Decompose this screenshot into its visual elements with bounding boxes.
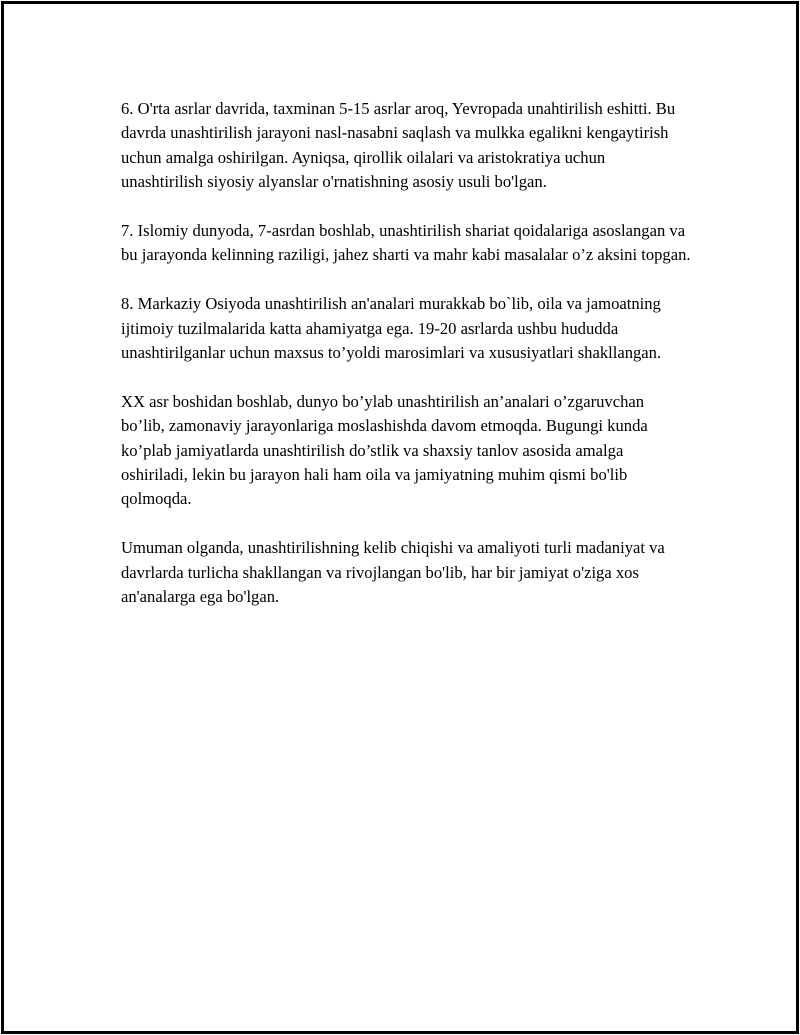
paragraph-islamic-world: 7. Islomiy dunyoda, 7-asrdan boshlab, unashtirilish shariat qoidalariga asoslangan va bu jarayonda kelinning raziligi, jahez sharti va mahr kabi masalalar o’z aksini topgan. xyxy=(121,221,691,265)
page-content xyxy=(121,97,691,634)
paragraph-conclusion: Umuman olganda, unashtirilishning kelib chiqishi va amaliyoti turli madaniyat va davrlarda turlicha shakllangan va rivojlangan bo'lib, har bir jamiyat o'ziga xos an'analarga ega bo'lgan. xyxy=(121,538,665,607)
paragraph-twentieth-century: XX asr boshidan boshlab, dunyo bo’ylab unashtirilish an’analari o’zgaruvchan bo’lib, zamonaviy jarayonlariga moslashishda davom etmoqda. Bugungi kunda ko’plab jamiyatlarda unashtirilish do’stlik va shaxsiy tanlov asosida amalga oshiriladi, lekin bu jarayon hali ham oila va jamiyatning muhim qismi bo'lib qolmoqda. xyxy=(121,391,648,509)
paragraph-middle-ages: 6. O'rta asrlar davrida, taxminan 5-15 asrlar aroq, Yevropada unahtirilish eshitti. Bu davrda unashtirilish jarayoni nasl-nasabni saqlash va mulkka egalikni kengaytirish uchun amalga oshirilgan. Ayniqsa, qirollik oilalari va aristokratiya uchun unashtirilish siyosiy alyanslar o'rnatishning asosiy usuli bo'lgan. xyxy=(121,99,676,192)
page-frame xyxy=(1,1,799,1034)
paragraph-central-asia: 8. Markaziy Osiyoda unashtirilish an'analari murakkab bo`lib, oila va jamoatning ijtimoiy tuzilmalarida katta ahamiyatga ega. 19-20 asrlarda ushbu hududda unashtirilganlar uchun maxsus to’yoldi marosimlari va xususiyatlari shakllangan. xyxy=(121,294,662,363)
